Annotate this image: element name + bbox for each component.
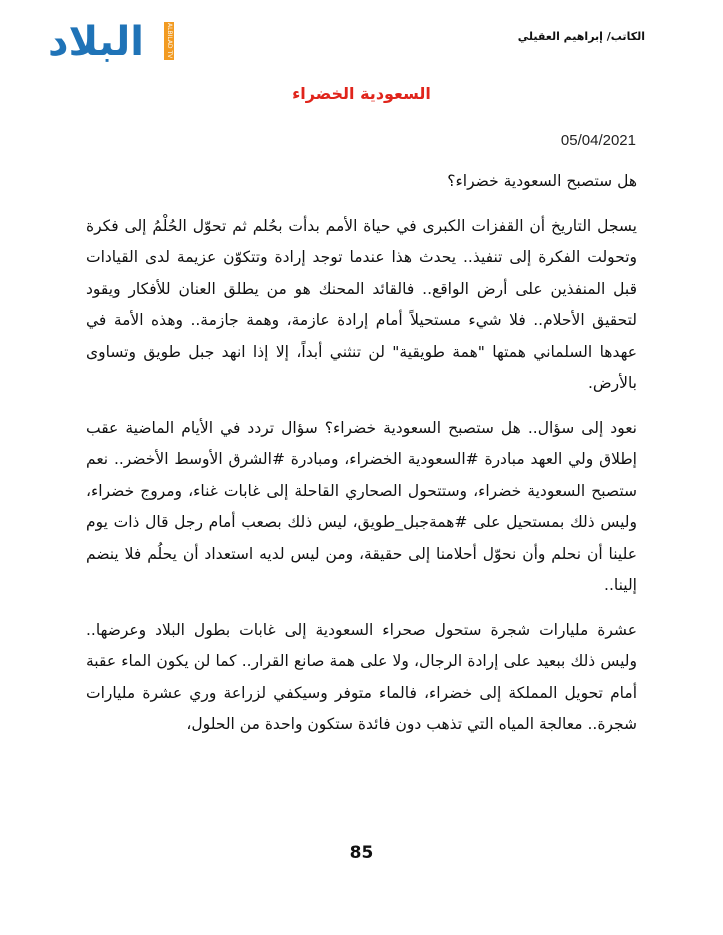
logo-wordmark: البلاد [48,19,144,65]
logo-tv-tag: ALBILAD TV [166,23,173,59]
page-number: 85 [349,843,374,863]
article-title: السعودية الخضراء [292,84,431,103]
article-date: 05/04/2021 [560,132,636,149]
article-paragraph: يسجل التاريخ أن القفزات الكبرى في حياة الأمم بدأت بحُلم ثم تحوّل الحُلْمُ إلى فكرة وتحولت الفكرة إلى تنفيذ.. يحدث هذا عندما توجد إرادة وتتكوّن عزيمة لدى القيادات قبل المنفذين على أرض الواقع.. فالقائد المحنك هو من يطلق العنان للأفكار ويقود لتحقيق الأحلام.. فلا شيء مستحيلاً أمام إرادة عازمة، وهمة جازمة.. وهذه الأمة في عهدها السلماني همتها "همة طويقية" لن تنثني أبداً، إلا إذا انهد جبل طويق وتساوى بالأرض. [86,216,637,392]
article-paragraph: عشرة مليارات شجرة ستحول صحراء السعودية إلى غابات بطول البلاد وعرضها.. وليس ذلك ببعيد على إرادة الرجال، ولا على همة صانع القرار.. كما لن يكون الماء عقبة أمام تحويل المملكة إلى خضراء، فالماء متوفر وسيكفي لزراعة وري عشرة مليارات شجرة.. معالجة المياه التي تذهب دون فائدة ستكون واحدة من الحلول، [86,620,637,733]
author-name: الكاتب/ إبراهيم العقيلي [517,30,645,43]
article-paragraph: نعود إلى سؤال.. هل ستصبح السعودية خضراء؟ سؤال تردد في الأيام الماضية عقب إطلاق ولي العهد مبادرة #السعودية الخضراء، ومبادرة #الشرق الأوسط الأخضر.. نعم ستصبح السعودية خضراء، وستتحول الصحاري القاحلة إلى غابات غناء، ومروج خضراء، وليس ذلك بمستحيل على #همةجبل_طويق، ليس ذلك بصعب أمام رجل قال ذات يوم علينا أن نحلم وأن نحوّل أحلامنا إلى حقيقة، ومن ليس لديه استعداد أن يحلُم فلا ينضم إلينا.. [86,418,637,594]
article-body [86,166,637,754]
article-paragraph-question: هل ستصبح السعودية خضراء؟ [447,172,637,190]
albilad-logo [48,20,178,68]
